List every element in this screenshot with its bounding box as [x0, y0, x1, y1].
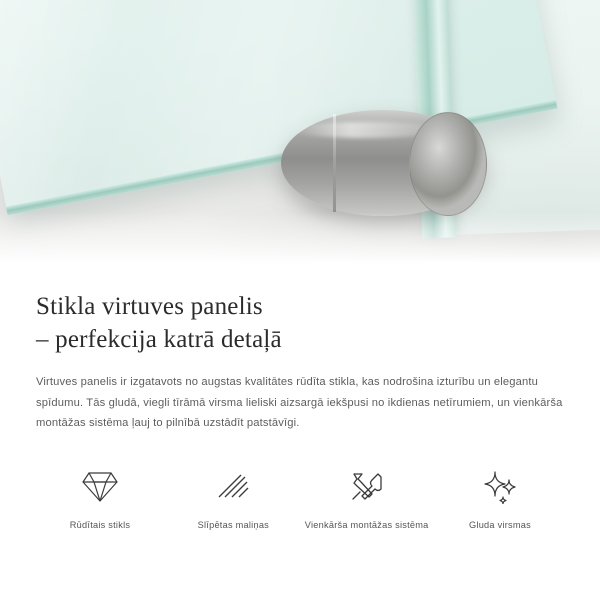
feature-item-polished-edges	[167, 466, 299, 532]
hero-image	[0, 0, 600, 268]
stainless-steel-standoff-mount	[281, 110, 485, 216]
feature-label: Gluda virsmas	[469, 520, 531, 530]
headline-line-2: – perfekcija katrā detaļā	[36, 326, 282, 353]
tools-icon	[301, 466, 433, 508]
feature-item-tempered-glass	[34, 466, 166, 532]
sparkle-icon	[434, 466, 566, 508]
page-title	[36, 290, 556, 356]
content-block	[0, 268, 600, 434]
body-paragraph: Virtuves panelis ir izgatavots no augstas kvalitātes rūdīta stikla, kas nodrošina izturību un elegantu spīdumu. Tās gludā, viegli tīrāmā virsma lieliski aizsargā iekšpusi no ikdienas netīrumiem, un vienkārša montāžas sistēma ļauj to pilnībā uzstādīt patstāvīgi.	[36, 376, 563, 430]
polished-edge-icon	[167, 466, 299, 508]
feature-label: Slīpētas maliņas	[197, 520, 270, 530]
standoff-cap	[409, 112, 487, 216]
feature-label: Vienkārša montāžas sistēma	[304, 520, 429, 530]
headline-line-1: Stikla virtuves panelis	[36, 293, 263, 320]
hero-bottom-fade	[0, 212, 600, 268]
feature-item-smooth-surface	[434, 466, 566, 532]
diamond-icon	[34, 466, 166, 508]
feature-item-easy-mounting	[301, 466, 433, 532]
feature-row	[0, 466, 600, 532]
feature-label: Rūdītais stikls	[69, 520, 131, 530]
